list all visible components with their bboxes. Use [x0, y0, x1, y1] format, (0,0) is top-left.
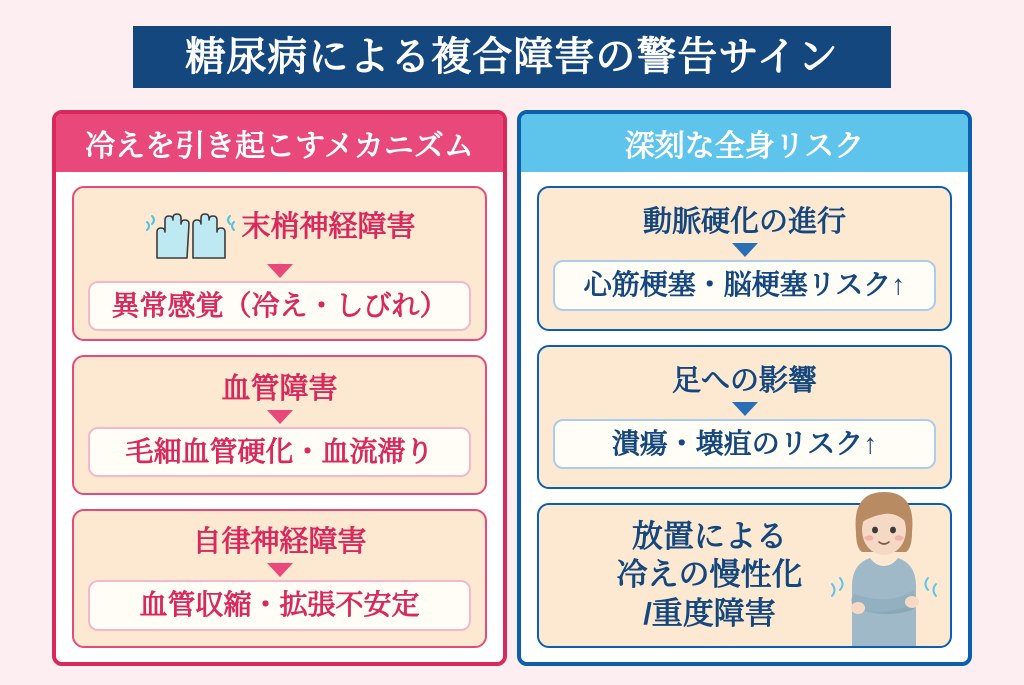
card-foot-impact-title: 足への影響: [671, 364, 817, 397]
arrow-down-icon: [267, 264, 293, 278]
card-neglect-consequence-text: [617, 518, 803, 634]
card-atherosclerosis: [537, 186, 952, 331]
arrow-down-icon: [267, 410, 293, 424]
card-neglect-line-3: /重度障害: [643, 596, 776, 632]
panel-systemic-risk-title: 深刻な全身リスク: [624, 130, 865, 163]
card-vascular-disorder-title: 血管障害: [221, 372, 338, 405]
page-title: 糖尿病による複合障害の警告サイン: [185, 35, 839, 79]
panel-mechanism-title: 冷えを引き起こすメカニズム: [85, 130, 474, 163]
arrow-down-icon: [267, 563, 293, 577]
card-autonomic-neuropathy-result: 血管収縮・拡張不安定: [88, 580, 472, 630]
card-vascular-disorder: [72, 355, 487, 494]
card-peripheral-neuropathy-title: 末梢神経障害: [241, 211, 416, 244]
panel-systemic-risk-body: [521, 172, 968, 662]
card-neglect-line-1: 放置による: [632, 518, 787, 554]
panel-systemic-risk-header: [521, 114, 968, 172]
panel-mechanism: [52, 110, 507, 666]
card-peripheral-neuropathy: [72, 186, 487, 341]
arrow-down-icon: [732, 243, 758, 257]
arrow-down-icon: [732, 402, 758, 416]
card-neglect-line-2: 冷えの慢性化: [616, 557, 803, 593]
panel-mechanism-header: [56, 114, 503, 172]
hands-icon: [143, 196, 235, 260]
card-foot-impact-result: 潰瘍・壊疽のリスク↑: [553, 419, 937, 469]
card-peripheral-neuropathy-result: 異常感覚（冷え・しびれ）: [88, 281, 472, 331]
card-autonomic-neuropathy: [72, 509, 487, 648]
panel-systemic-risk: [517, 110, 972, 666]
card-neglect-consequence: [537, 503, 952, 648]
person-icon: [824, 486, 944, 646]
panel-mechanism-body: [56, 172, 503, 662]
card-atherosclerosis-result: 心筋梗塞・脳梗塞リスク↑: [553, 260, 937, 310]
card-atherosclerosis-title: 動脈硬化の進行: [642, 206, 846, 239]
page-title-bar: [133, 26, 891, 88]
card-peripheral-neuropathy-headrow: [143, 196, 415, 260]
card-foot-impact: [537, 345, 952, 490]
card-autonomic-neuropathy-title: 自律神経障害: [192, 526, 367, 559]
card-vascular-disorder-result: 毛細血管硬化・血流滞り: [88, 427, 472, 477]
